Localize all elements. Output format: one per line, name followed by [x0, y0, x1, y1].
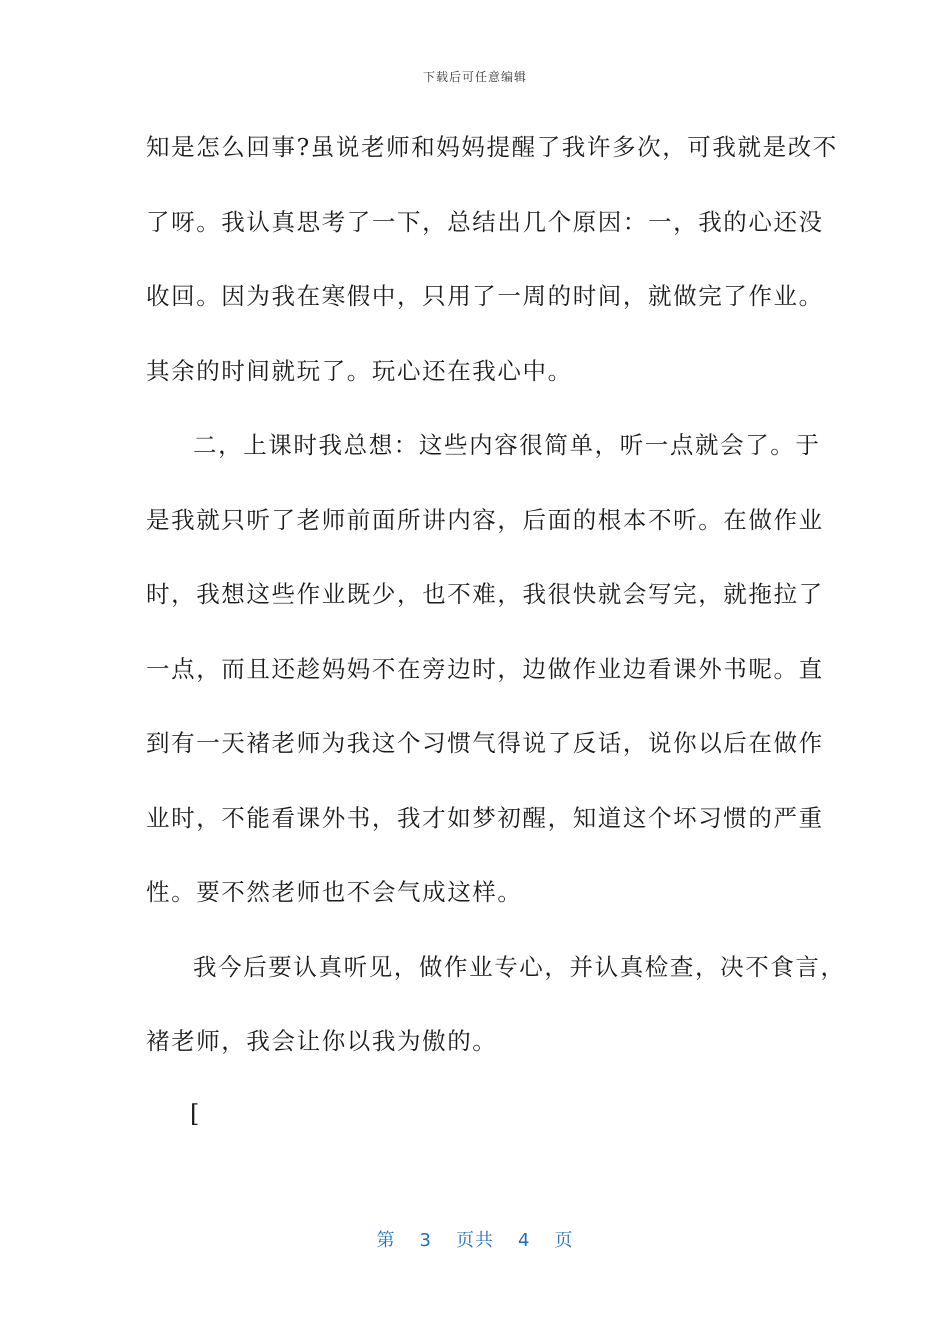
- header-note: 下载后可任意编辑: [422, 70, 527, 84]
- document-body: [146, 124, 846, 1093]
- total-pages-number: 4: [518, 1230, 531, 1251]
- paragraph-line: 一点，而且还趁妈妈不在旁边时，边做作业边看课外书呢。直: [146, 654, 824, 683]
- paragraph-line: 业时，不能看课外书，我才如梦初醒，知道这个坏习惯的严重: [146, 803, 824, 832]
- page-label-prefix: 第: [376, 1230, 396, 1251]
- paragraph-line: 二，上课时我总想：这些内容很简单，听一点就会了。于: [193, 431, 821, 459]
- paragraph-line: 其余的时间就玩了。玩心还在我心中。: [146, 356, 573, 385]
- paragraph-line: 时，我想这些作业既少，也不难，我很快就会写完，就拖拉了: [146, 580, 824, 608]
- paragraph-line: 是我就只听了老师前面所讲内容，后面的根本不听。在做作业: [146, 505, 824, 534]
- paragraph-line: 我今后要认真听见，做作业专心，并认真检查，决不食言，: [193, 952, 846, 981]
- page-label-mid: 页共: [456, 1230, 494, 1251]
- paragraph-line: 收回。因为我在寒假中，只用了一周的时间，就做完了作业。: [146, 282, 824, 310]
- paragraph-line: 褚老师，我会让你以我为傲的。: [146, 1027, 498, 1055]
- paragraph-line: 知是怎么回事?虽说老师和妈妈提醒了我许多次，可我就是改不: [146, 133, 838, 161]
- open-bracket: [: [190, 1100, 200, 1128]
- page-footer: [0, 1226, 950, 1252]
- page-label-suffix: 页: [554, 1230, 574, 1251]
- current-page-number: 3: [419, 1230, 432, 1251]
- paragraph-line: 到有一天褚老师为我这个习惯气得说了反话，说你以后在做作: [146, 729, 824, 757]
- paragraph-line: 了呀。我认真思考了一下，总结出几个原因：一，我的心还没: [146, 207, 824, 236]
- paragraph-line: 性。要不然老师也不会气成这样。: [146, 878, 523, 906]
